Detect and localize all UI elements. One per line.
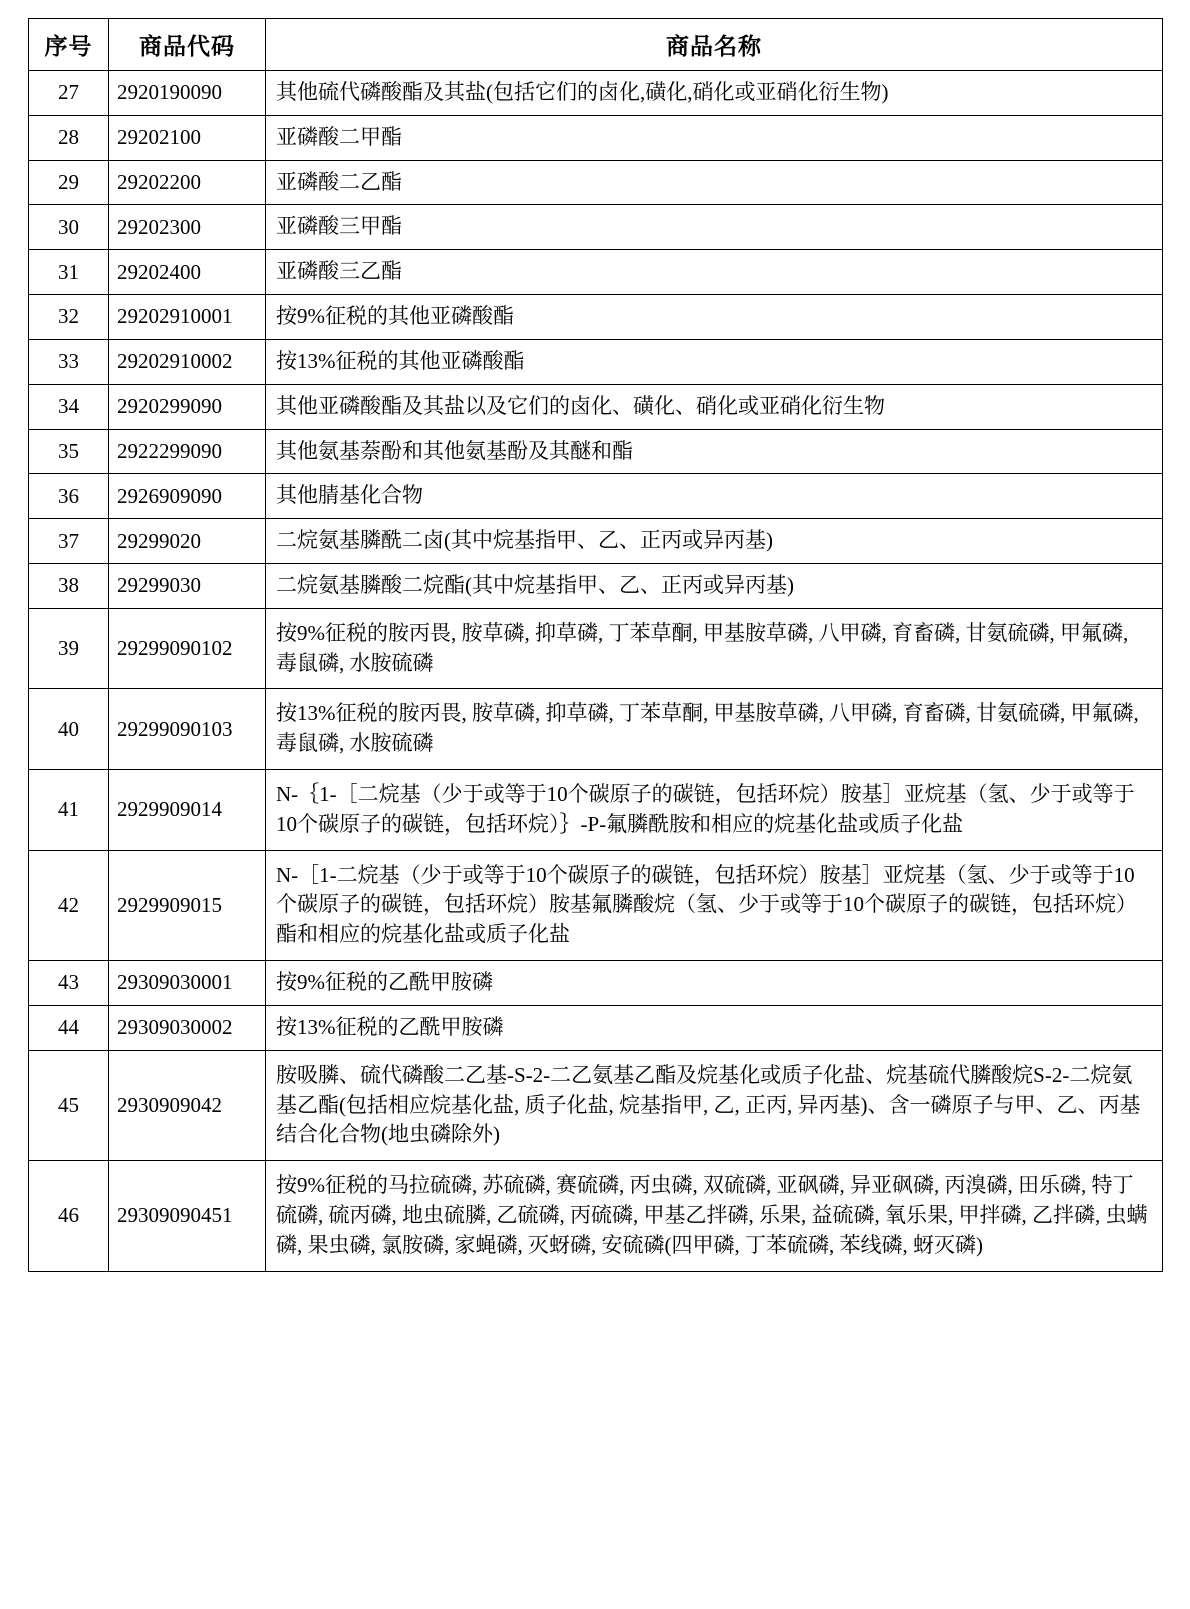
cell-seq: 33 [29,339,109,384]
cell-name: 其他硫代磷酸酯及其盐(包括它们的卤化,磺化,硝化或亚硝化衍生物) [266,71,1163,116]
cell-name: 按13%征税的乙酰甲胺磷 [266,1005,1163,1050]
cell-code: 29202300 [109,205,266,250]
cell-code: 29309030001 [109,961,266,1006]
cell-seq: 28 [29,115,109,160]
cell-seq: 39 [29,608,109,689]
cell-name: N-｛1-［二烷基（少于或等于10个碳原子的碳链，包括环烷）胺基］亚烷基（氢、少于或等于10个碳原子的碳链，包括环烷）｝-P-氟膦酰胺和相应的烷基化盐或质子化盐 [266,770,1163,851]
cell-seq: 42 [29,850,109,960]
cell-code: 29202910002 [109,339,266,384]
cell-seq: 45 [29,1050,109,1160]
cell-code: 29202910001 [109,295,266,340]
cell-code: 2920299090 [109,384,266,429]
cell-seq: 37 [29,519,109,564]
cell-name: 亚磷酸三乙酯 [266,250,1163,295]
cell-seq: 35 [29,429,109,474]
table-row [29,850,1163,960]
table-row [29,1161,1163,1271]
cell-seq: 30 [29,205,109,250]
table-row [29,689,1163,770]
table-row [29,384,1163,429]
cell-code: 29309090451 [109,1161,266,1271]
table-header-row [29,19,1163,71]
cell-seq: 29 [29,160,109,205]
cell-code: 29299090103 [109,689,266,770]
cell-name: 其他亚磷酸酯及其盐以及它们的卤化、磺化、硝化或亚硝化衍生物 [266,384,1163,429]
cell-code: 2930909042 [109,1050,266,1160]
cell-code: 2922299090 [109,429,266,474]
column-header-code: 商品代码 [109,19,266,71]
cell-seq: 46 [29,1161,109,1271]
cell-name: N-［1-二烷基（少于或等于10个碳原子的碳链，包括环烷）胺基］亚烷基（氢、少于或等于10个碳原子的碳链，包括环烷）胺基氟膦酸烷（氢、少于或等于10个碳原子的碳链，包括环烷）酯和相应的烷基化盐或质子化盐 [266,850,1163,960]
table-row [29,250,1163,295]
cell-name: 按13%征税的其他亚磷酸酯 [266,339,1163,384]
cell-code: 2929909014 [109,770,266,851]
goods-table [28,18,1163,1272]
cell-code: 2926909090 [109,474,266,519]
cell-name: 其他腈基化合物 [266,474,1163,519]
cell-name: 其他氨基萘酚和其他氨基酚及其醚和酯 [266,429,1163,474]
cell-seq: 31 [29,250,109,295]
table-row [29,295,1163,340]
table-row [29,339,1163,384]
cell-name: 按9%征税的乙酰甲胺磷 [266,961,1163,1006]
table-row [29,563,1163,608]
cell-code: 2920190090 [109,71,266,116]
cell-code: 29299090102 [109,608,266,689]
table-row [29,115,1163,160]
table-header [29,19,1163,71]
cell-code: 29299020 [109,519,266,564]
cell-name: 二烷氨基膦酰二卤(其中烷基指甲、乙、正丙或异丙基) [266,519,1163,564]
cell-code: 29309030002 [109,1005,266,1050]
cell-seq: 41 [29,770,109,851]
cell-name: 亚磷酸二乙酯 [266,160,1163,205]
column-header-name: 商品名称 [266,19,1163,71]
cell-code: 2929909015 [109,850,266,960]
cell-seq: 27 [29,71,109,116]
table-row [29,205,1163,250]
cell-name: 按9%征税的其他亚磷酸酯 [266,295,1163,340]
cell-code: 29202100 [109,115,266,160]
cell-seq: 43 [29,961,109,1006]
table-row [29,1005,1163,1050]
cell-code: 29202400 [109,250,266,295]
table-row [29,1050,1163,1160]
cell-code: 29202200 [109,160,266,205]
cell-seq: 44 [29,1005,109,1050]
cell-name: 按9%征税的马拉硫磷, 苏硫磷, 赛硫磷, 丙虫磷, 双硫磷, 亚砜磷, 异亚砜磷, 丙溴磷, 田乐磷, 特丁硫磷, 硫丙磷, 地虫硫膦, 乙硫磷, 丙硫磷, 甲基乙拌磷, 乐果, 益硫磷, 氧乐果, 甲拌磷, 乙拌磷, 虫螨磷, 果虫磷, 氯胺磷, 家蝇磷, 灭蚜磷, 安硫磷(四甲磷, 丁苯硫磷, 苯线磷, 蚜灭磷) [266,1161,1163,1271]
table-row [29,429,1163,474]
table-row [29,474,1163,519]
cell-seq: 36 [29,474,109,519]
cell-name: 亚磷酸二甲酯 [266,115,1163,160]
cell-name: 亚磷酸三甲酯 [266,205,1163,250]
cell-name: 二烷氨基膦酸二烷酯(其中烷基指甲、乙、正丙或异丙基) [266,563,1163,608]
table-body [29,71,1163,1272]
cell-seq: 38 [29,563,109,608]
table-row [29,519,1163,564]
cell-seq: 32 [29,295,109,340]
table-row [29,770,1163,851]
cell-name: 胺吸膦、硫代磷酸二乙基-S-2-二乙氨基乙酯及烷基化或质子化盐、烷基硫代膦酸烷S-2-二烷氨基乙酯(包括相应烷基化盐, 质子化盐, 烷基指甲, 乙, 正丙, 异丙基)、含一磷原子与甲、乙、丙基结合化合物(地虫磷除外) [266,1050,1163,1160]
table-row [29,71,1163,116]
cell-seq: 40 [29,689,109,770]
cell-name: 按9%征税的胺丙畏, 胺草磷, 抑草磷, 丁苯草酮, 甲基胺草磷, 八甲磷, 育畜磷, 甘氨硫磷, 甲氟磷, 毒鼠磷, 水胺硫磷 [266,608,1163,689]
table-row [29,961,1163,1006]
column-header-seq: 序号 [29,19,109,71]
cell-name: 按13%征税的胺丙畏, 胺草磷, 抑草磷, 丁苯草酮, 甲基胺草磷, 八甲磷, 育畜磷, 甘氨硫磷, 甲氟磷, 毒鼠磷, 水胺硫磷 [266,689,1163,770]
cell-code: 29299030 [109,563,266,608]
table-row [29,160,1163,205]
table-row [29,608,1163,689]
cell-seq: 34 [29,384,109,429]
